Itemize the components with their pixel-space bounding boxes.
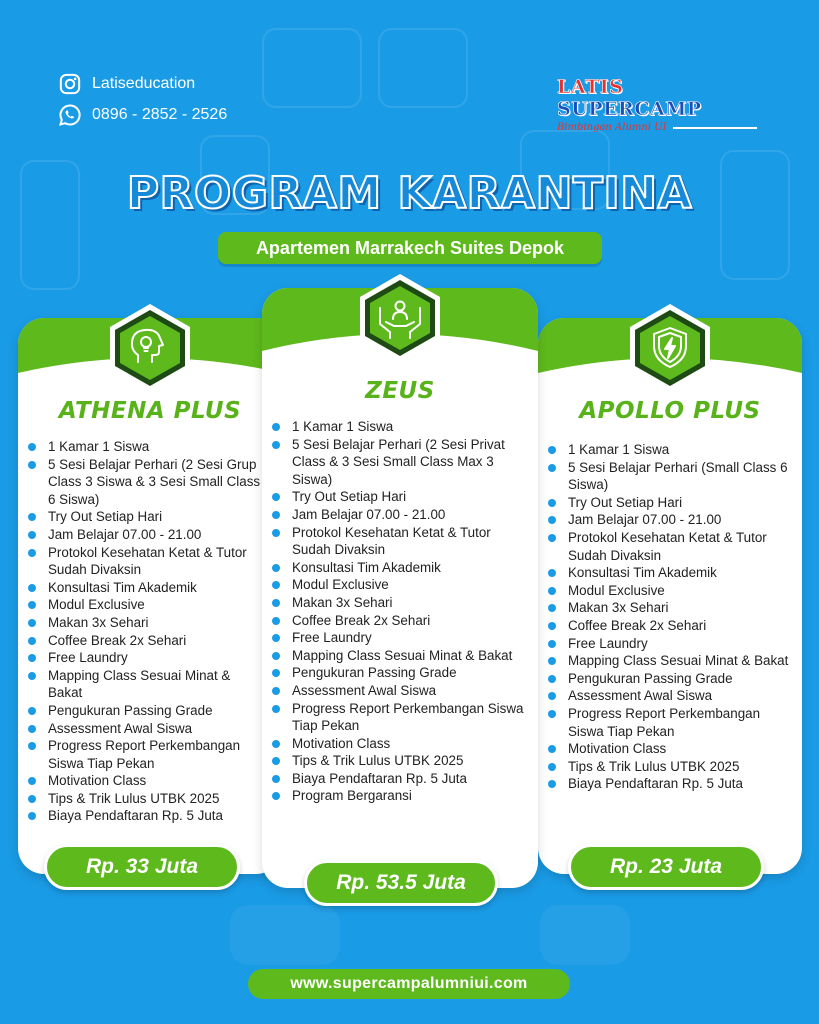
feature-item: Try Out Setiap Hari: [272, 488, 530, 506]
feature-item: Konsultasi Tim Akademik: [548, 564, 798, 582]
feature-item: Program Bergaransi: [272, 787, 530, 805]
feature-item: Assessment Awal Siswa: [28, 720, 264, 738]
feature-item: Protokol Kesehatan Ketat & Tutor Sudah Divaksin: [272, 524, 530, 559]
feature-item: Biaya Pendaftaran Rp. 5 Juta: [28, 807, 264, 825]
website-link[interactable]: www.supercampalumniui.com: [248, 969, 570, 999]
feature-item: Mapping Class Sesuai Minat & Bakat: [28, 667, 264, 702]
feature-item: Tips & Trik Lulus UTBK 2025: [548, 758, 798, 776]
feature-item: Makan 3x Sehari: [28, 614, 264, 632]
feature-item: 1 Kamar 1 Siswa: [272, 418, 530, 436]
feature-item: Motivation Class: [548, 740, 798, 758]
feature-item: Tips & Trik Lulus UTBK 2025: [28, 790, 264, 808]
feature-item: Modul Exclusive: [28, 596, 264, 614]
feature-item: Jam Belajar 07.00 - 21.00: [28, 526, 264, 544]
location-badge: Apartemen Marrakech Suites Depok: [218, 232, 602, 264]
background-tile: [378, 28, 468, 108]
price-button-apollo[interactable]: Rp. 23 Juta: [568, 844, 764, 890]
feature-item: Modul Exclusive: [548, 582, 798, 600]
feature-item: Pengukuran Passing Grade: [548, 670, 798, 688]
feature-item: Progress Report Perkembangan Siswa Tiap Pekan: [28, 737, 264, 772]
feature-item: Jam Belajar 07.00 - 21.00: [548, 511, 798, 529]
instagram-icon: [58, 72, 82, 96]
instagram-contact[interactable]: [58, 72, 195, 96]
feature-item: 1 Kamar 1 Siswa: [548, 441, 798, 459]
brand-word-latis: LATIS: [557, 76, 624, 98]
feature-item: Mapping Class Sesuai Minat & Bakat: [548, 652, 798, 670]
brand-tagline: [557, 122, 757, 133]
feature-item: Pengukuran Passing Grade: [28, 702, 264, 720]
feature-item: Try Out Setiap Hari: [548, 494, 798, 512]
feature-item: Motivation Class: [272, 735, 530, 753]
feature-item: Coffee Break 2x Sehari: [28, 632, 264, 650]
athena-feature-list: [28, 438, 264, 825]
brand-word-supercamp: SUPERCAMP: [557, 98, 702, 120]
feature-item: Mapping Class Sesuai Minat & Bakat: [272, 647, 530, 665]
feature-item: Tips & Trik Lulus UTBK 2025: [272, 752, 530, 770]
feature-item: Konsultasi Tim Akademik: [28, 579, 264, 597]
feature-item: Progress Report Perkembangan Siswa Tiap Pekan: [272, 700, 530, 735]
price-button-zeus[interactable]: Rp. 53.5 Juta: [304, 860, 498, 906]
instagram-handle: Latiseducation: [92, 75, 196, 92]
page-title-text: PROGRAM KARANTINA: [126, 168, 693, 219]
plan-name-zeus: ZEUS: [365, 378, 435, 404]
feature-item: Makan 3x Sehari: [272, 594, 530, 612]
feature-item: Progress Report Perkembangan Siswa Tiap Pekan: [548, 705, 798, 740]
feature-item: Pengukuran Passing Grade: [272, 664, 530, 682]
zeus-feature-list: [272, 418, 530, 805]
price-button-athena[interactable]: Rp. 33 Juta: [44, 844, 240, 890]
feature-item: Protokol Kesehatan Ketat & Tutor Sudah Divaksin: [548, 529, 798, 564]
feature-item: Assessment Awal Siswa: [272, 682, 530, 700]
feature-item: Konsultasi Tim Akademik: [272, 559, 530, 577]
plan-name-apollo: APOLLO PLUS: [579, 398, 761, 424]
feature-item: Assessment Awal Siswa: [548, 687, 798, 705]
feature-item: Free Laundry: [548, 635, 798, 653]
feature-item: 5 Sesi Belajar Perhari (2 Sesi Grup Class 3 Siswa & 3 Sesi Small Class 6 Siswa): [28, 456, 264, 509]
feature-item: Biaya Pendaftaran Rp. 5 Juta: [548, 775, 798, 793]
brand-wordmark: [557, 76, 757, 120]
background-shape: [540, 905, 630, 965]
apollo-feature-list: [548, 441, 798, 793]
background-shape: [230, 905, 340, 965]
background-tile: [262, 28, 362, 108]
feature-item: Motivation Class: [28, 772, 264, 790]
feature-item: Coffee Break 2x Sehari: [548, 617, 798, 635]
feature-item: Biaya Pendaftaran Rp. 5 Juta: [272, 770, 530, 788]
feature-item: 5 Sesi Belajar Perhari (Small Class 6 Siswa): [548, 459, 798, 494]
feature-item: Coffee Break 2x Sehari: [272, 612, 530, 630]
feature-item: 5 Sesi Belajar Perhari (2 Sesi Privat Class & 3 Sesi Small Class Max 3 Siswa): [272, 436, 530, 489]
brand-divider: [673, 127, 757, 129]
page-title: [0, 168, 819, 219]
feature-item: Free Laundry: [272, 629, 530, 647]
feature-item: Protokol Kesehatan Ketat & Tutor Sudah Divaksin: [28, 544, 264, 579]
feature-item: Jam Belajar 07.00 - 21.00: [272, 506, 530, 524]
whatsapp-contact[interactable]: [58, 103, 227, 127]
feature-item: Free Laundry: [28, 649, 264, 667]
latis-supercamp-logo: [557, 76, 757, 133]
feature-item: 1 Kamar 1 Siswa: [28, 438, 264, 456]
feature-item: Makan 3x Sehari: [548, 599, 798, 617]
plan-name-athena: ATHENA PLUS: [58, 398, 242, 424]
apollo-badge: [622, 300, 718, 396]
athena-badge: [102, 300, 198, 396]
whatsapp-number: 0896 - 2852 - 2526: [92, 106, 228, 123]
feature-item: Modul Exclusive: [272, 576, 530, 594]
whatsapp-icon: [58, 103, 82, 127]
zeus-badge: [352, 270, 448, 366]
feature-item: Try Out Setiap Hari: [28, 508, 264, 526]
brand-tagline-text: Bimbingan Alumni UI: [557, 122, 667, 133]
